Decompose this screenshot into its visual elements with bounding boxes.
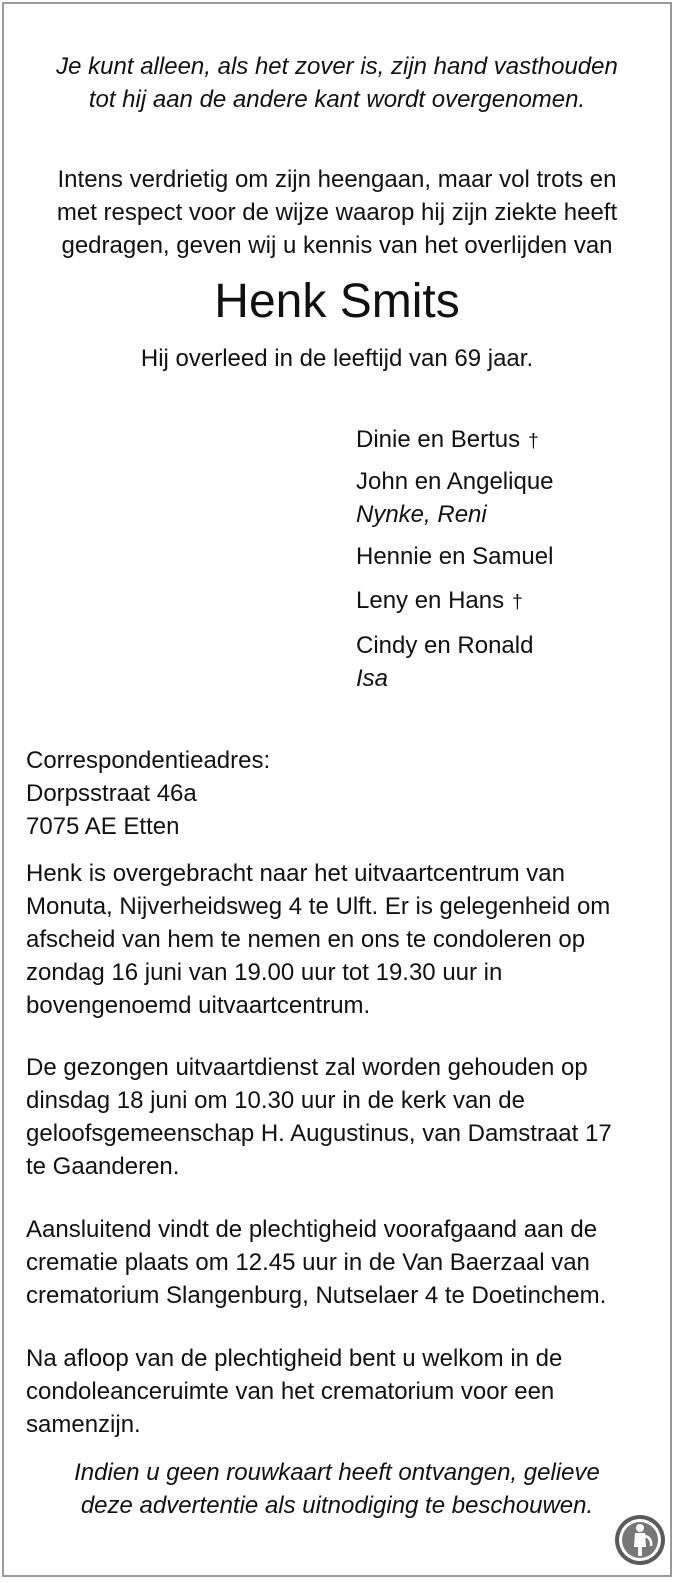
announcement-line-2: met respect voor de wijze waarop hij zijn ziekte heeft <box>56 199 618 226</box>
family-names: Dinie en Bertus <box>356 426 521 453</box>
family-member <box>356 465 554 498</box>
announcement-line-3: gedragen, geven wij u kennis van het overlijden van <box>61 232 613 259</box>
cross-symbol: † <box>512 592 523 613</box>
reception-line: samenzijn. <box>26 1411 141 1438</box>
cremation-line: crematie plaats om 12.45 uur in de Van Baerzaal van <box>26 1249 590 1276</box>
viewing-line: Monuta, Nijverheidsweg 4 te Ulft. Er is gelegenheid om <box>26 893 611 920</box>
cremation-line: crematorium Slangenburg, Nutselaer 4 te Doetinchem. <box>26 1282 607 1309</box>
viewing-line: bovengenoemd uitvaartcentrum. <box>26 992 371 1019</box>
viewing-line: zondag 16 juni van 19.00 uur tot 19.30 uur in <box>26 959 503 986</box>
memorial-figure-icon <box>614 1514 666 1566</box>
intro-line-1: Je kunt alleen, als het zover is, zijn hand vasthouden <box>56 53 618 80</box>
family-member <box>356 540 553 573</box>
service-line: te Gaanderen. <box>26 1153 180 1180</box>
reception-line: condoleanceruimte van het crematorium voor een <box>26 1378 555 1405</box>
service-line: geloofsgemeenschap H. Augustinus, van Damstraat 17 <box>26 1120 612 1147</box>
viewing-line: afscheid van hem te nemen en ons te condoleren op <box>26 926 586 953</box>
family-names: Leny en Hans <box>356 587 505 614</box>
family-names: Hennie en Samuel <box>356 543 554 570</box>
service-line: De gezongen uitvaartdienst zal worden gehouden op <box>26 1054 588 1081</box>
deceased-age-line: Hij overleed in de leeftijd van 69 jaar. <box>140 345 534 372</box>
family-member <box>356 629 533 662</box>
family-member <box>356 423 539 458</box>
footer-line-1: Indien u geen rouwkaart heeft ontvangen, gelieve <box>74 1459 600 1486</box>
announcement-line-1: Intens verdrietig om zijn heengaan, maar vol trots en <box>57 166 617 193</box>
family-children: Isa <box>356 665 389 692</box>
deceased-name: Henk Smits <box>214 275 460 328</box>
correspondence-label: Correspondentieadres: <box>26 747 271 774</box>
intro-line-2: tot hij aan de andere kant wordt overgenomen. <box>88 86 586 113</box>
reception-line: Na afloop van de plechtigheid bent u welkom in de <box>26 1345 563 1372</box>
family-member <box>356 584 523 619</box>
correspondence-street: Dorpsstraat 46a <box>26 780 197 807</box>
family-names: Cindy en Ronald <box>356 632 534 659</box>
cremation-line: Aansluitend vindt de plechtigheid voorafgaand aan de <box>26 1216 598 1243</box>
footer-line-2: deze advertentie als uitnodiging te beschouwen. <box>80 1492 594 1519</box>
viewing-line: Henk is overgebracht naar het uitvaartcentrum van <box>26 860 565 887</box>
family-names: John en Angelique <box>356 468 554 495</box>
family-children: Nynke, Reni <box>356 501 487 528</box>
cross-symbol: † <box>528 431 539 452</box>
service-line: dinsdag 18 juni om 10.30 uur in de kerk van de <box>26 1087 525 1114</box>
correspondence-city: 7075 AE Etten <box>26 813 180 840</box>
